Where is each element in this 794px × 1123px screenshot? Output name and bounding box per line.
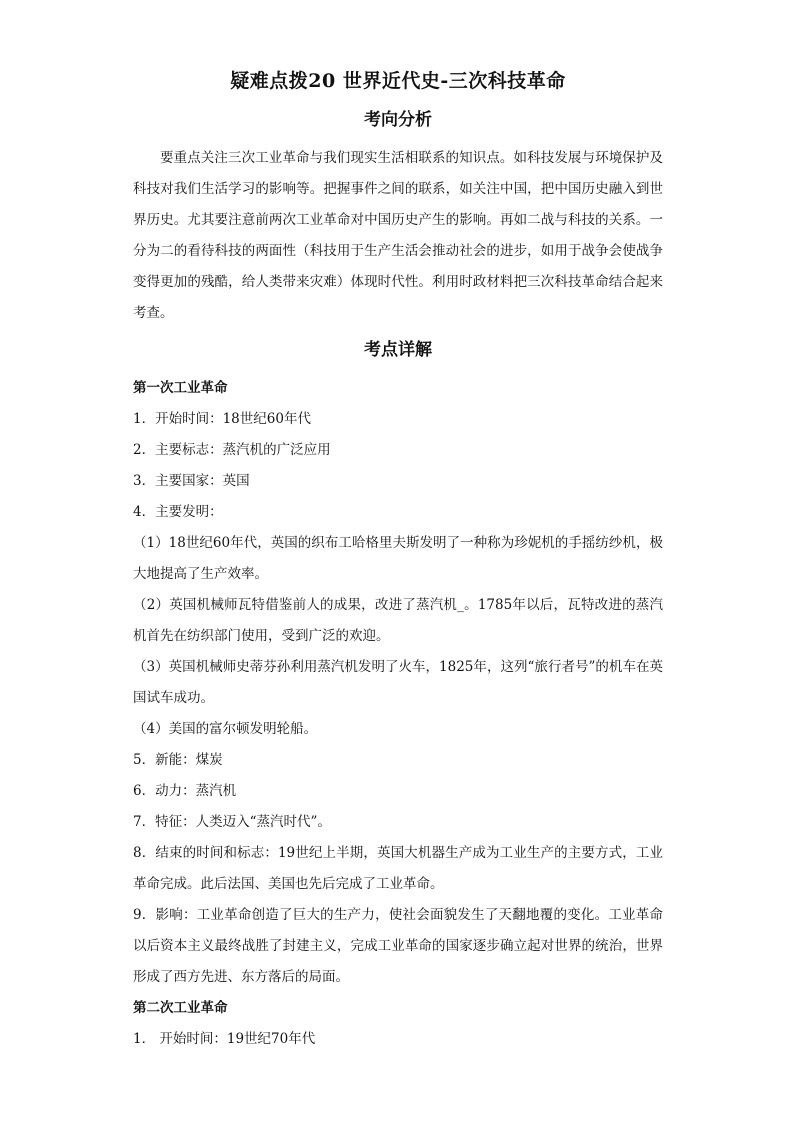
second-revolution-item: 1． 开始时间：19世纪70年代: [133, 1031, 316, 1047]
first-revolution-item: （2）英国机械师瓦特借鉴前人的成果，改进了蒸汽机_。1785年以后，瓦特改进的蒸汽机首先在纺织部门使用，受到广泛的欢迎。: [133, 597, 663, 644]
first-revolution-item: 9．影响：工业革命创造了巨大的生产力，使社会面貌发生了天翻地覆的变化。工业革命以后资本主义最终战胜了封建主义，完成工业革命的国家逐步确立起对世界的统治，世界形成了西方先进、东方落后的局面。: [133, 907, 663, 985]
first-revolution-item: （4）美国的富尔顿发明轮船。: [133, 721, 318, 737]
details-heading: 考点详解: [364, 340, 432, 360]
second-revolution-heading: 第二次工业革命: [133, 1000, 228, 1016]
first-revolution-item: 2．主要标志：蒸汽机的广泛应用: [133, 442, 331, 458]
first-revolution-item: 3．主要国家：英国: [133, 473, 250, 489]
first-revolution-item: （1）18世纪60年代，英国的织布工哈格里夫斯发明了一种称为珍妮机的手摇纺纱机，极大地提高了生产效率。: [133, 535, 663, 582]
first-revolution-item: 6．动力：蒸汽机: [133, 783, 237, 799]
first-revolution-item: 4．主要发明：: [133, 504, 223, 520]
first-revolution-item: 1．开始时间：18世纪60年代: [133, 411, 311, 427]
first-revolution-item: 5．新能：煤炭: [133, 752, 223, 768]
document-page: [133, 66, 663, 1055]
analysis-paragraph: 要重点关注三次工业革命与我们现实生活相联系的知识点。如科技发展与环境保护及科技对我们生活学习的影响等。把握事件之间的联系，如关注中国，把中国历史融入到世界历史。尤其要注意前两次工业革命对中国历史产生的影响。再如二战与科技的关系。一分为二的看待科技的两面性（科技用于生产生活会推动社会的进步，如用于战争会使战争变得更加的残酷，给人类带来灾难）体现时代性。利用时政材料把三次科技革命结合起来考查。: [133, 150, 663, 321]
first-revolution-heading: 第一次工业革命: [133, 380, 228, 396]
first-revolution-item: 8．结束的时间和标志：19世纪上半期，英国大机器生产成为工业生产的主要方式，工业革命完成。此后法国、美国也先后完成了工业革命。: [133, 845, 663, 892]
analysis-heading: 考向分析: [364, 110, 432, 130]
first-revolution-item: 7．特征：人类迈入“蒸汽时代”。: [133, 814, 331, 830]
document-title: 疑难点拨20 世界近代史-三次科技革命: [230, 70, 566, 92]
first-revolution-item: （3）英国机械师史蒂芬孙利用蒸汽机发明了火车，1825年，这列“旅行者号”的机车在英国试车成功。: [133, 659, 663, 706]
